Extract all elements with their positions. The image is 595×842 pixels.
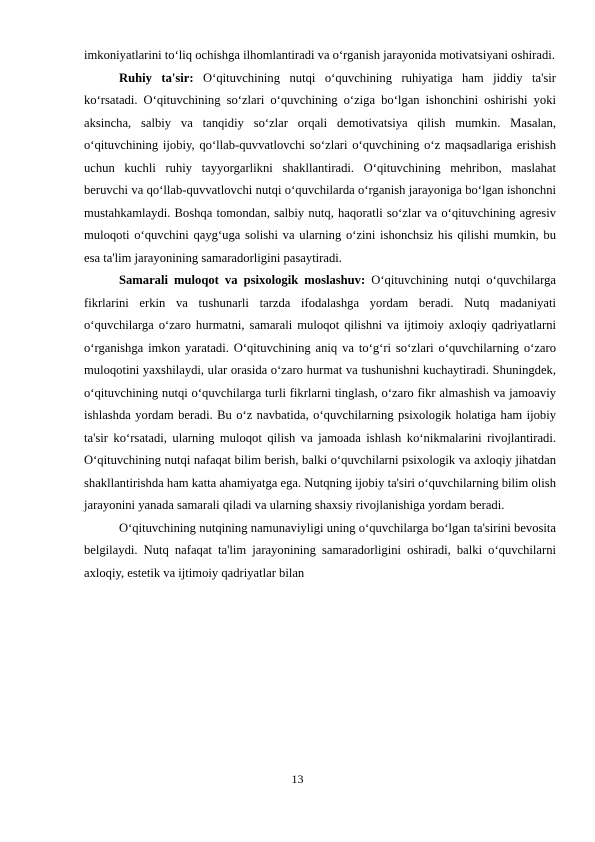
paragraph-samarali-muloqot-text: O‘qituvchining nutqi o‘quvchilarga fikrlarini erkin va tushunarli tarzda ifodalashga yordam beradi. Nutq madaniyati o‘quvchilarga o‘zaro hurmatni, samarali muloqot qilishni va ijtimoiy axloqiy qadriyatlarni o‘rganishga imkon yaratadi. O‘qituvchining aniq va to‘g‘ri so‘zlari o‘quvchilarning o‘zaro muloqotini yaxshilaydi, ular orasida o‘zaro hurmat va tushunishni kuchaytiradi. Shuningdek, o‘qituvchining nutqi o‘quvchilarga turli fikrlarni tinglash, o‘zaro fikr almashish va jamoaviy ishlashda yordam beradi. Bu o‘z navbatida, o‘quvchilarning psixologik holatiga ham ijobiy ta'sir ko‘rsatadi, ularning muloqot qilish va jamoada ishlash ko‘nikmalarini rivojlantiradi. O‘qituvchining nutqi nafaqat bilim berish, balki o‘quvchilarni psixologik va axloqiy jihatdan shakllantirishda ham katta ahamiyatga ega. Nutqning ijobiy ta'siri o‘quvchilarning bilim olish jarayonini yanada samarali qiladi va ularning shaxsiy rivojlanishiga yordam beradi. <box>84 273 556 512</box>
paragraph-samarali-muloqot-heading: Samarali muloqot va psixologik moslashuv: <box>119 273 366 287</box>
page-number: 13 <box>291 772 304 786</box>
document-body <box>84 44 556 584</box>
paragraph-4 <box>84 517 556 585</box>
paragraph-4-text: O‘qituvchining nutqining namunaviyligi uning o‘quvchilarga bo‘lgan ta'sirini bevosita belgilaydi. Nutq nafaqat ta'lim jarayonining samaradorligini oshiradi, balki o‘quvchilarni axloqiy, estetik va ijtimoiy qadriyatlar bilan <box>84 520 556 580</box>
paragraph-1-text: imkoniyatlarini to‘liq ochishga ilhomlantiradi va o‘rganish jarayonida motivatsiyani oshiradi. <box>84 48 555 62</box>
paragraph-ruhiy-tasir-heading: Ruhiy ta'sir: <box>119 70 194 85</box>
paragraph-1 <box>84 44 556 67</box>
paragraph-samarali-muloqot <box>84 269 556 517</box>
paragraph-ruhiy-tasir-text: O‘qituvchining nutqi o‘quvchining ruhiyatiga ham jiddiy ta'sir ko‘rsatadi. O‘qituvchining so‘zlari o‘quvchining o‘ziga bo‘lgan ishonchini oshirishi yoki aksincha, salbiy va tanqidiy so‘zlar orqali demotivatsiya qilish mumkin. Masalan, o‘qituvchining ijobiy, qo‘llab-quvvatlovchi so‘zlari o‘quvchining o‘z maqsadlariga erishish uchun kuchli ruhiy tayyorgarlikni shakllantiradi. O‘qituvchining mehribon, maslahat beruvchi va qo‘llab-quvvatlovchi nutqi o‘quvchilarda o‘rganish jarayoniga bo‘lgan ishonchni mustahkamlaydi. Boshqa tomondan, salbiy nutq, haqoratli so‘zlar va o‘qituvchining agresiv muloqoti o‘quvchini qayg‘uga solishi va ularning o‘zini ishonchsiz his qilishi mumkin, bu esa ta'lim jarayonining samaradorligini pasaytiradi. <box>84 70 556 265</box>
paragraph-ruhiy-tasir <box>84 67 556 270</box>
